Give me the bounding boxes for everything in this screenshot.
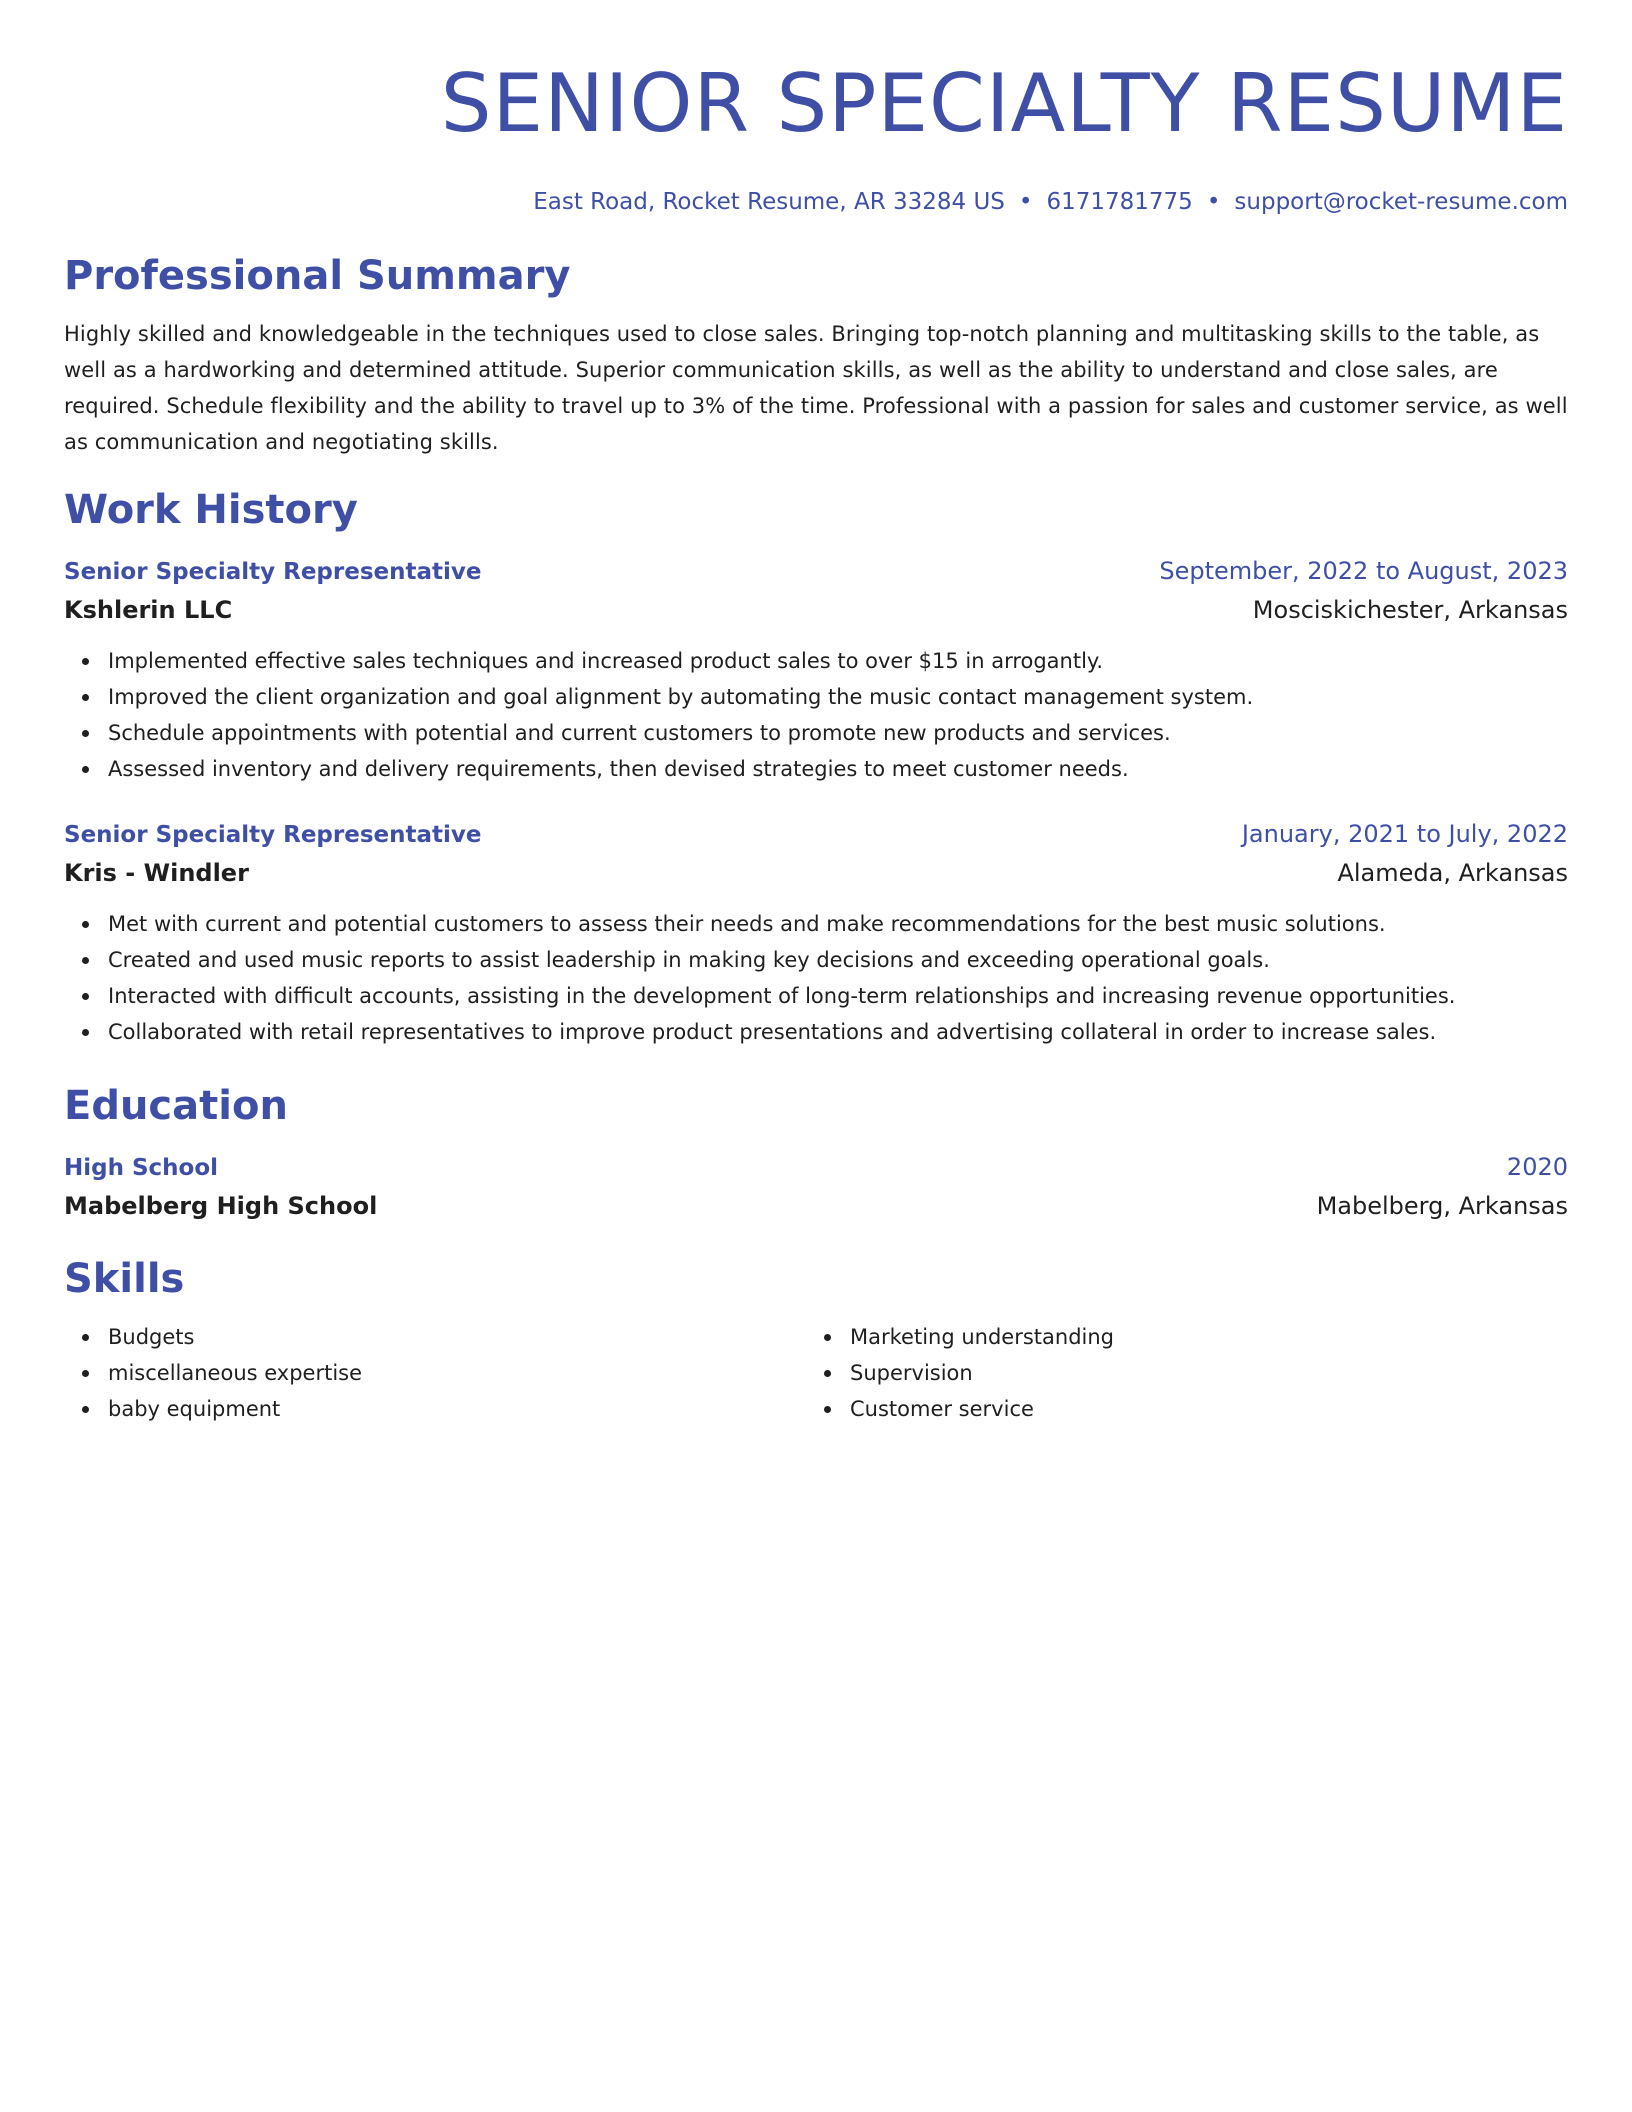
job-duty: Collaborated with retail representatives to improve product presentations and advertising collateral in order to increase sales. <box>108 1014 1568 1050</box>
skills-column-right <box>806 1319 1548 1427</box>
education-degree: High School <box>64 1155 219 1181</box>
skills-list <box>64 1319 806 1427</box>
summary-text: Highly skilled and knowledgeable in the techniques used to close sales. Bringing top-notch planning and multitasking skills to the table, as well as a hardworking and determined attitude. Superior communication skills, as well as the ability to understand and close sales, are required. Schedule flexibility and the ability to travel up to 3% of the time. Professional with a passion for sales and customer service, as well as communication and negotiating skills. <box>64 322 1568 454</box>
job-duty: Met with current and potential customers to assess their needs and make recommendations for the best music solutions. <box>108 906 1568 942</box>
skills-column-left <box>64 1319 806 1427</box>
job-duties-list <box>64 643 1568 787</box>
job-title-row <box>64 815 1568 854</box>
skill-item: Budgets <box>108 1319 806 1355</box>
work-history-heading: Work History <box>64 487 358 533</box>
resume-title: SENIOR SPECIALTY RESUME <box>440 57 1568 150</box>
skill-item: Customer service <box>850 1391 1548 1427</box>
education-entry <box>64 1148 1568 1225</box>
work-history-section <box>64 484 1568 1050</box>
job-duty: Interacted with difficult accounts, assisting in the development of long-term relationships and increasing revenue opportunities. <box>108 978 1568 1014</box>
job-duty: Created and used music reports to assist leadership in making key decisions and exceeding operational goals. <box>108 942 1568 978</box>
contact-email[interactable]: support@rocket-resume.com <box>1234 189 1568 215</box>
job-duties-list <box>64 906 1568 1050</box>
education-degree-row <box>64 1148 1568 1187</box>
skills-list <box>806 1319 1548 1427</box>
skills-heading: Skills <box>64 1256 185 1302</box>
education-year: 2020 <box>1506 1153 1568 1181</box>
job-duty: Assessed inventory and delivery requirements, then devised strategies to meet customer needs. <box>108 751 1568 787</box>
job-company-row <box>64 591 1568 629</box>
contact-separator: • <box>1206 189 1221 215</box>
education-school: Mabelberg High School <box>64 1192 378 1220</box>
job-company: Kris - Windler <box>64 859 249 887</box>
education-section <box>64 1080 1568 1225</box>
contact-line <box>64 186 1568 218</box>
skills-section <box>64 1253 1568 1427</box>
skill-item: miscellaneous expertise <box>108 1355 806 1391</box>
job-dates: September, 2022 to August, 2023 <box>1159 557 1568 585</box>
job-role: Senior Specialty Representative <box>64 559 482 585</box>
summary-section <box>64 250 1568 460</box>
job-company: Kshlerin LLC <box>64 596 233 624</box>
job-entry <box>64 552 1568 787</box>
job-dates: January, 2021 to July, 2022 <box>1241 820 1568 848</box>
skill-item: baby equipment <box>108 1391 806 1427</box>
job-company-row <box>64 854 1568 892</box>
education-heading: Education <box>64 1083 288 1129</box>
contact-address: East Road, Rocket Resume, AR 33284 US <box>533 189 1005 215</box>
education-location: Mabelberg, Arkansas <box>1316 1192 1568 1220</box>
skill-item: Marketing understanding <box>850 1319 1548 1355</box>
resume-page <box>64 0 1568 1427</box>
summary-heading: Professional Summary <box>64 253 571 299</box>
job-entry <box>64 815 1568 1050</box>
resume-header <box>64 0 1568 218</box>
job-title-row <box>64 552 1568 591</box>
job-duty: Schedule appointments with potential and current customers to promote new products and services. <box>108 715 1568 751</box>
skill-item: Supervision <box>850 1355 1548 1391</box>
job-location: Alameda, Arkansas <box>1337 859 1568 887</box>
contact-phone[interactable]: 6171781775 <box>1046 189 1193 215</box>
skills-grid <box>64 1319 1568 1427</box>
education-school-row <box>64 1187 1568 1225</box>
job-duty: Improved the client organization and goal alignment by automating the music contact management system. <box>108 679 1568 715</box>
job-duty: Implemented effective sales techniques and increased product sales to over $15 in arrogantly. <box>108 643 1568 679</box>
job-role: Senior Specialty Representative <box>64 822 482 848</box>
contact-separator: • <box>1018 189 1033 215</box>
job-location: Mosciskichester, Arkansas <box>1252 596 1568 624</box>
